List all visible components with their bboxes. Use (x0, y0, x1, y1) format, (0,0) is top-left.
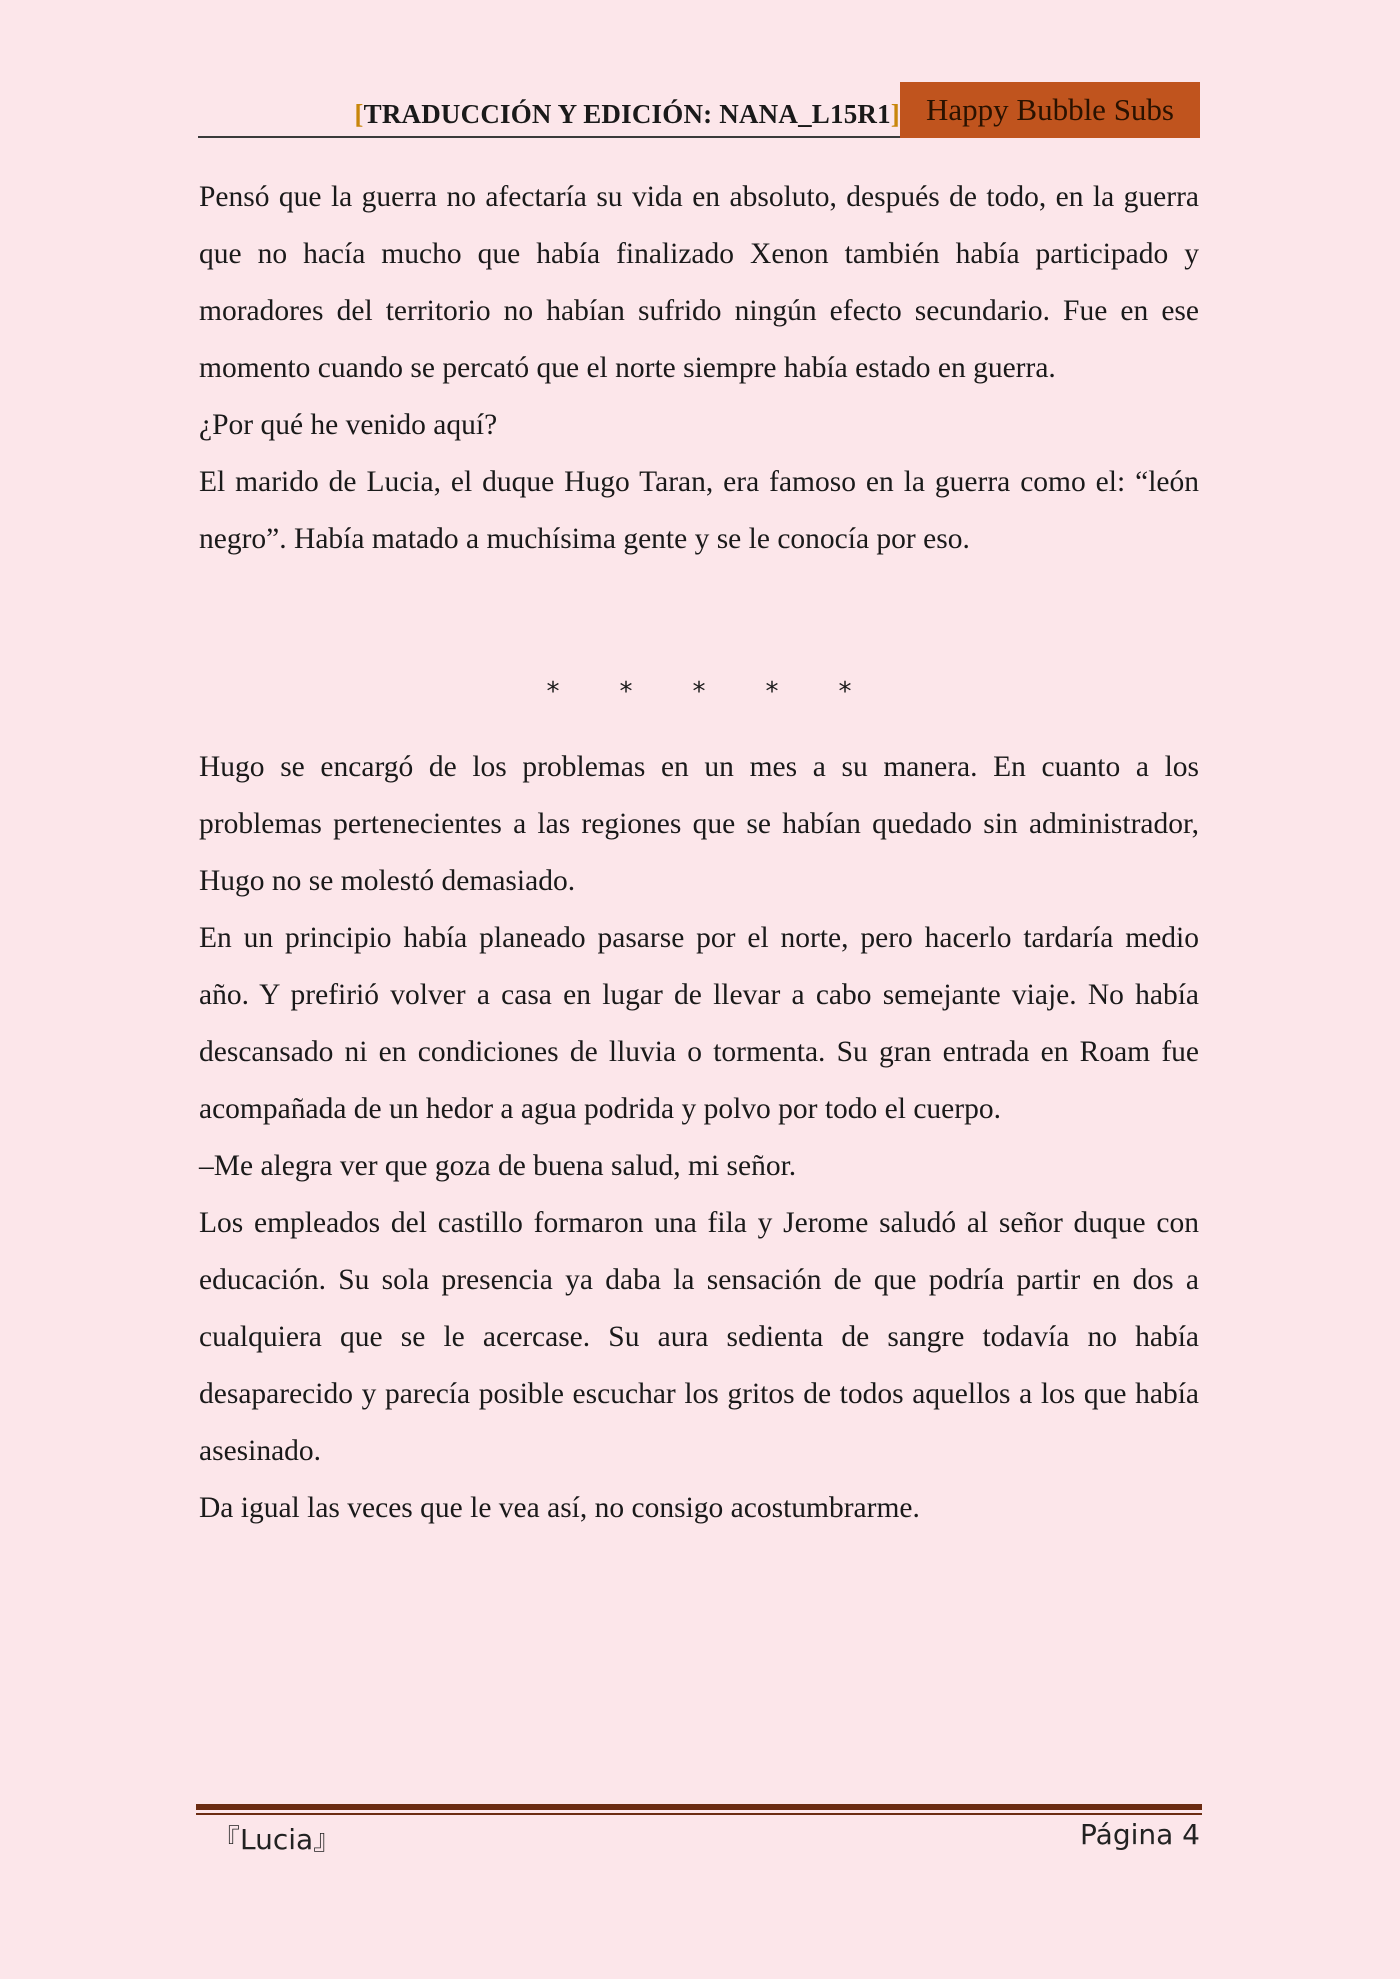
paragraph: En un principio había planeado pasarse por el norte, pero hacerlo tardaría medio año. Y prefirió volver a casa en lugar de llevar a cabo semejante viaje. No había descansado ni en condiciones de lluvia o tormenta. Su gran entrada en Roam fue acompañada de un hedor a agua podrida y polvo por todo el cuerpo. (199, 922, 1199, 1125)
separator-star: * (838, 677, 852, 707)
paragraph: Hugo se encargó de los problemas en un mes a su manera. En cuanto a los problemas pertenecientes a las regiones que se habían quedado sin administrador, Hugo no se molestó demasiado. (199, 751, 1199, 897)
paragraph: Da igual las veces que le vea así, no consigo acostumbrarme. (199, 1492, 920, 1524)
separator-star: * (692, 677, 706, 707)
dialogue-line: –Me alegra ver que goza de buena salud, mi señor. (199, 1150, 797, 1182)
bracket-open: [ (354, 99, 364, 129)
group-badge: Happy Bubble Subs (900, 82, 1200, 138)
paragraph: ¿Por qué he venido aquí? (199, 409, 498, 441)
separator-star: * (765, 677, 779, 707)
credit-text: TRADUCCIÓN Y EDICIÓN: NANA_L15R1 (363, 99, 891, 129)
paragraph: Pensó que la guerra no afectaría su vida en absoluto, después de todo, en la guerra que no hacía mucho que había finalizado Xenon también había participado y moradores del territorio no habían sufrido ningún efecto secundario. Fue en ese momento cuando se percató que el norte siempre había estado en guerra. (199, 181, 1199, 384)
footer-rule-thin (196, 1813, 1202, 1815)
footer-rule (196, 1804, 1202, 1810)
page-number: Página 4 (1080, 1818, 1200, 1851)
footer-title: 『Lucia』 (212, 1823, 342, 1856)
separator-star: * (619, 677, 633, 707)
translation-credit (354, 99, 900, 130)
bracket-close: ] (890, 99, 900, 129)
paragraph: Los empleados del castillo formaron una fila y Jerome saludó al señor duque con educación. Su sola presencia ya daba la sensación de que podría partir en dos a cualquiera que se le acercase. Su aura sedienta de sangre todavía no había desaparecido y parecía posible escuchar los gritos de todos aquellos a los que había asesinado. (199, 1207, 1199, 1467)
page-header (198, 82, 1200, 138)
section-separator (199, 568, 1199, 739)
page-content (199, 169, 1199, 1537)
separator-star: * (546, 677, 560, 707)
header-rule (198, 136, 900, 138)
paragraph: El marido de Lucia, el duque Hugo Taran, era famoso en la guerra como el: “león negro”. Había matado a muchísima gente y se le conocía por eso. (199, 466, 1199, 555)
